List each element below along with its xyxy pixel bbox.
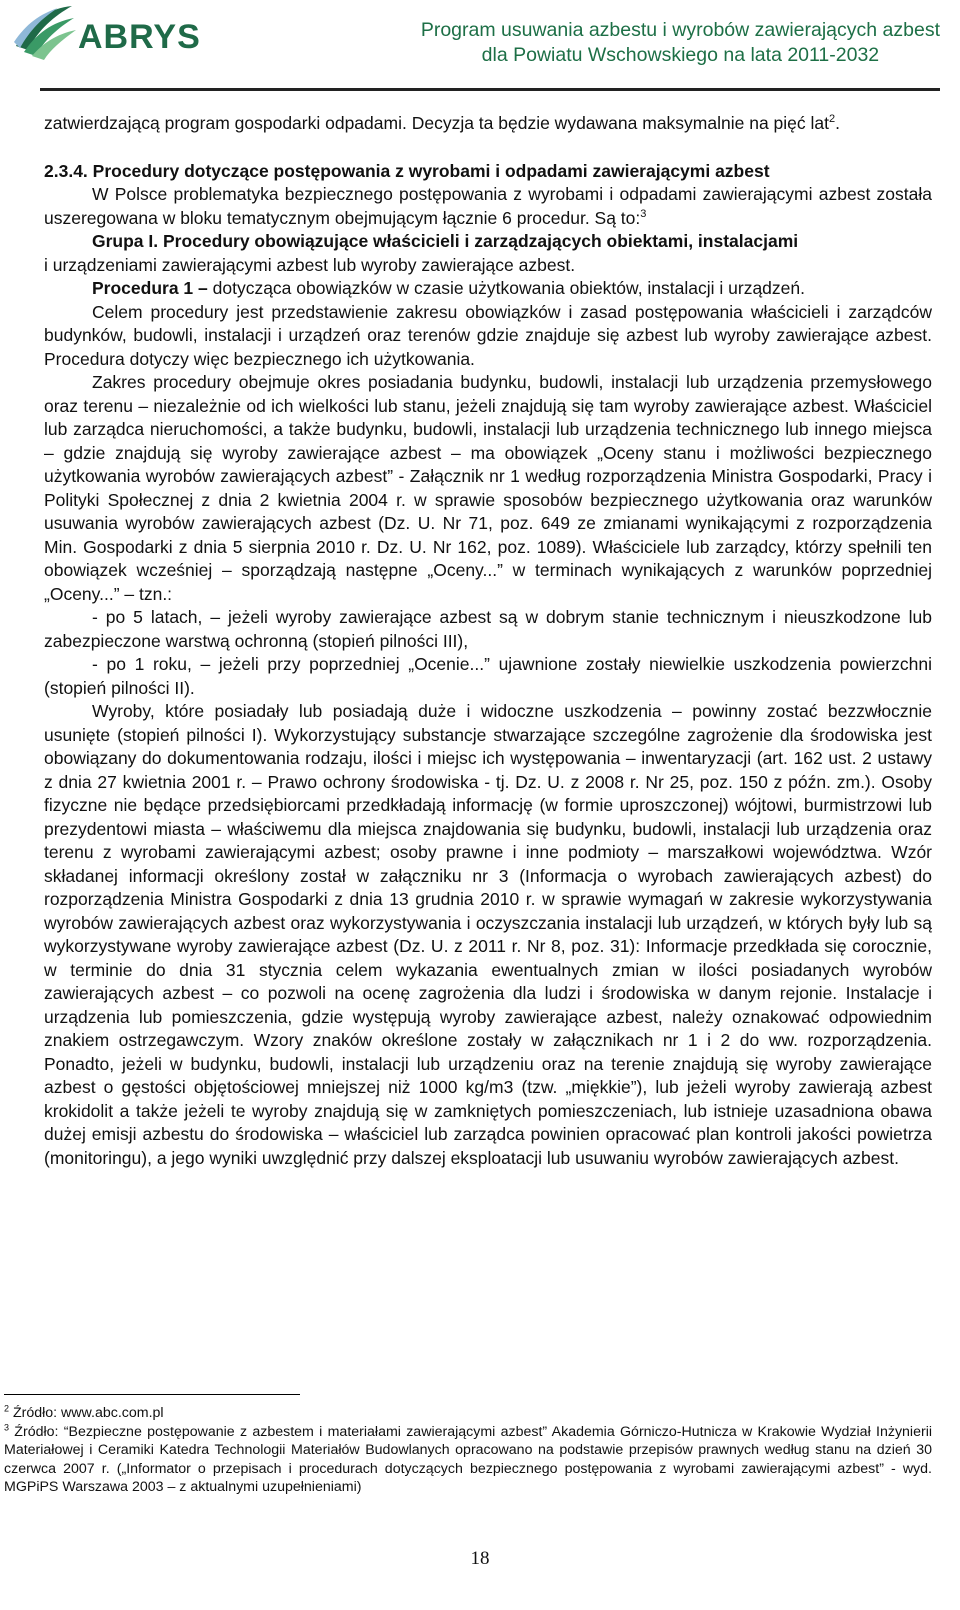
- footnote-3: $^3$ Źródło: “Bezpieczne postępowanie z azbestem i materiałami zawierającymi azbest” Akademia Górniczo-Hutnicza w Krakowie Wydział Inżynierii Materiałowej i Ceramiki Katedra Technologii Materiałów Budowlanych opracowano na podstawie przepisów prawnych według stanu na dzień 30 czerwca 2007 r. („Informator o przepisach i procedurach dotyczących bezpiecznego postępowania z wyrobami zawierającymi azbest” - wyd. MGPiPS Warszawa 2003 – z aktualnymi uzupełnieniami): [4, 1421, 932, 1495]
- document-title: [421, 18, 940, 68]
- paragraph-scope: Zakres procedury obejmuje okres posiadania budynku, budowli, instalacji lub urządzenia przemysłowego oraz terenu – niezależnie od ich wielkości lub stanu, jeżeli znajdują się tam wyroby zawierające azbest. Właściciel lub zarządca nieruchomości, a także budynku, budowli, instalacji lub urządzenia technicznego lub innego miejsca – gdzie znajdują się wyroby zawierające azbest – ma obowiązek „Oceny stanu i możliwości bezpiecznego użytkowania wyrobów zawierających azbest” - Załącznik nr 1 według rozporządzenia Ministra Gospodarki, Pracy i Polityki Społecznej z dnia 2 kwietnia 2004 r. w sprawie sposobów bezpiecznego użytkowania oraz warunków usuwania wyrobów zawierających azbest (Dz. U. Nr 71, poz. 649 ze zmianami wynikającymi z rozporządzenia Min. Gospodarki z dnia 5 sierpnia 2010 r. Dz. U. Nr 162, poz. 1089). Właściciele lub zarządcy, którzy spełnili ten obowiązek wcześniej – sporządzają następne „Oceny...” w terminach wynikających z warunków poprzedniej „Oceny...” – tzn.:: [44, 372, 932, 604]
- footnote-divider: [4, 1394, 300, 1395]
- paragraph-1-year: - po 1 roku, – jeżeli przy poprzedniej „Ocenie...” ujawnione zostały niewielkie uszkodzenia powierzchni (stopień pilności II).: [44, 654, 932, 698]
- paragraph-damaged-products: Wyroby, które posiadały lub posiadają duże i widoczne uszkodzenia – powinny zostać bezzwłocznie usunięte (stopień pilności I). Wykorzystujący substancje stwarzające szczególne zagrożenie dla środowiska jest obowiązany do dokumentowania rodzaju, ilości i miejsc ich występowania – inwentaryzacji (art. 162 ust. 2 ustawy z dnia 27 kwietnia 2001 r. – Prawo ochrony środowiska - tj. Dz. U. z 2008 r. Nr 25, poz. 150 z późn. zm.). Osoby fizyczne nie będące przedsiębiorcami przedkładają informację (w formie uproszczonej) wójtowi, burmistrzowi lub prezydentowi miasta – właściwemu dla miejsca znajdowania się budynku, budowli, instalacji lub urządzenia oraz terenu z wyrobami zawierającymi azbest; osoby prawne i inne podmioty – marszałkowi województwa. Wzór składanej informacji określony został w załączniku nr 3 (Informacja o wyrobach zawierających azbest) do rozporządzenia Ministra Gospodarki z dnia 13 grudnia 2010 r. w sprawie wymagań w zakresie wykorzystywania wyrobów zawierających azbest oraz wykorzystywania i oczyszczania instalacji lub urządzeń, w których były lub są wykorzystywane wyroby zawierające azbest (Dz. U. z 2011 r. Nr 8, poz. 31): Informacje przedkłada się corocznie, w terminie do dnia 31 stycznia celem wykazania ewentualnych zmian w ilości posiadanych wyrobów zawierających azbest – co pozwoli na ocenę zagrożenia dla ludzi i środowiska w danym rejonie. Instalacje i urządzenia lub pomieszczenia, gdzie występują wyroby zawierające azbest, należy oznakować odpowiednim znakiem ostrzegawczym. Wzory znaków określone zostały w załącznikach nr 1 i 2 do ww. rozporządzenia. Ponadto, jeżeli w budynku, budowli, instalacji lub urządzeniu oraz na terenie znajdują się wyroby zawierające azbest o gęstości objętościowej mniejszej niż 1000 kg/m3 (tzw. „miękkie”), lub jeżeli wyroby zawierają azbest krokidolit a także jeżeli te wyroby znajdują się w zamkniętych pomieszczeniach, lub istnieje uzasadniona obawa dużej emisji azbestu do środowiska – właściciel lub zarządca powinien opracować plan kontroli jakości powietrza (monitoringu), a jego wyniki uwzględnić przy dalszej eksploatacji lub usuwaniu wyrobów zawierających azbest.: [44, 701, 932, 1168]
- logo-mark-icon: [10, 2, 80, 62]
- title-line-1: Program usuwania azbestu i wyrobów zawierających azbest: [420, 19, 940, 41]
- header-divider: [40, 88, 940, 91]
- paragraph-purpose: Celem procedury jest przedstawienie zakresu obowiązków i zasad postępowania właścicieli i zarządców budynków, budowli, instalacji i urządzeń oraz terenów gdzie znajduje się azbest lub wyroby zawierające azbest. Procedura dotyczy więc bezpiecznego ich użytkowania.: [44, 301, 932, 369]
- title-line-2: dla Powiatu Wschowskiego na lata 2011-2032: [481, 44, 880, 66]
- procedure-heading: Procedura 1 – dotycząca obowiązków w czasie użytkowania obiektów, instalacji i urządzeń.: [92, 278, 805, 298]
- intro-paragraph: zatwierdzającą program gospodarki odpadami. Decyzja ta będzie wydawana maksymalnie na pięć lat$^2$.: [44, 113, 840, 133]
- footnotes: [4, 1404, 932, 1497]
- page-body: [44, 112, 932, 1170]
- group-heading: Grupa I. Procedury obowiązujące właścicieli i zarządzających obiektami, instalacjami: [92, 231, 799, 251]
- section-heading: 2.3.4. Procedury dotyczące postępowania z wyrobami i odpadami zawierającymi azbest: [44, 160, 770, 181]
- logo-text: ABRYS: [78, 18, 201, 56]
- paragraph-overview: W Polsce problematyka bezpiecznego postępowania z wyrobami i odpadami zawierającymi azbest została uszeregowana w bloku tematycznym obejmującym łącznie 6 procedur. Są to:$^3$: [44, 184, 932, 228]
- paragraph-5-years: - po 5 latach, – jeżeli wyroby zawierające azbest są w dobrym stanie technicznym i nieuszkodzone lub zabezpieczone warstwą ochronną (stopień pilności III),: [44, 607, 932, 651]
- abrys-logo: [10, 2, 201, 62]
- footnote-ref-2: 2: [829, 113, 836, 126]
- page-header: [0, 0, 960, 95]
- page-number: 18: [470, 1548, 490, 1569]
- footnote-2: $^2$ Źródło: www.abc.com.pl: [4, 1403, 164, 1421]
- footnote-ref-3: 3: [640, 207, 647, 220]
- group-heading-cont: i urządzeniami zawierającymi azbest lub wyroby zawierające azbest.: [44, 254, 576, 275]
